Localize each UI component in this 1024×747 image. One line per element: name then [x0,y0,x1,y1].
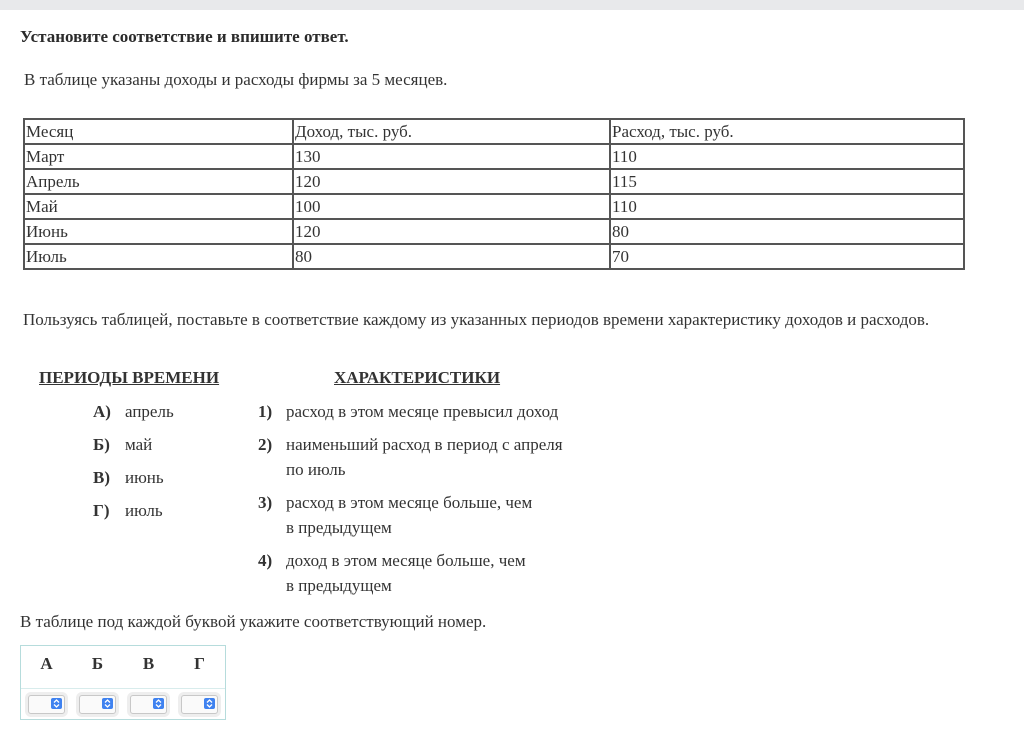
characteristic-number: 4) [258,551,273,570]
table-cell: 120 [293,169,610,194]
table-cell: 70 [610,244,964,269]
answer-select-a[interactable] [28,695,65,714]
table-cell: 80 [293,244,610,269]
answer-letter: В [142,654,155,673]
characteristic-item [258,399,598,424]
answer-note: В таблице под каждой буквой укажите соответствующий номер. [20,612,487,631]
characteristic-text-continued: по июль [286,460,346,479]
period-letter: В) [93,468,110,487]
table-row [24,144,964,169]
table-cell: Апрель [24,169,293,194]
answer-select-b[interactable] [79,695,116,714]
table-cell: 115 [610,169,964,194]
period-text: апрель [125,402,174,421]
characteristic-number: 3) [258,493,273,512]
period-letter: Г) [93,501,110,520]
table-cell: 110 [610,194,964,219]
top-bar [0,0,1024,10]
updown-chevron-icon [51,698,62,709]
period-item [93,402,174,422]
table-cell: Июль [24,244,293,269]
updown-chevron-icon [204,698,215,709]
table-cell: 120 [293,219,610,244]
task-title: Установите соответствие и впишите ответ. [20,27,349,46]
period-text: май [125,435,153,454]
updown-chevron-icon [102,698,113,709]
answer-letter: Г [194,654,205,673]
characteristic-text-continued: в предыдущем [286,518,392,537]
table-cell: Март [24,144,293,169]
period-item [93,468,164,488]
period-item [93,435,152,455]
answer-selects-row [21,688,225,719]
period-letter: А) [93,402,111,421]
table-row [24,219,964,244]
characteristic-text: доход в этом месяце больше, чем [286,551,526,570]
characteristic-item [258,548,598,598]
table-row [24,244,964,269]
characteristic-number: 1) [258,402,273,421]
characteristic-item [258,490,598,540]
characteristic-text-continued: в предыдущем [286,576,392,595]
table-header-cell: Месяц [24,119,293,144]
table-cell: Май [24,194,293,219]
instruction-text: Пользуясь таблицей, поставьте в соответствие каждому из указанных периодов времени характеристику доходов и расходов. [23,310,930,329]
answer-letter: Б [91,654,104,673]
table-cell: 110 [610,144,964,169]
table-row [24,194,964,219]
characteristic-item [258,432,598,482]
characteristics-heading: ХАРАКТЕРИСТИКИ [334,368,501,387]
table-cell: Июнь [24,219,293,244]
period-item [93,501,163,521]
answer-table [20,645,226,720]
updown-chevron-icon [153,698,164,709]
characteristic-text: наименьший расход в период с апреля [286,435,563,454]
characteristic-text: расход в этом месяце больше, чем [286,493,533,512]
answer-letters-row [21,654,225,674]
table-header-cell: Доход, тыс. руб. [293,119,610,144]
periods-heading: ПЕРИОДЫ ВРЕМЕНИ [39,368,220,387]
characteristic-number: 2) [258,435,273,454]
answer-select-v[interactable] [130,695,167,714]
table-row [24,169,964,194]
answer-select-g[interactable] [181,695,218,714]
table-cell: 80 [610,219,964,244]
characteristic-text: расход в этом месяце превысил доход [286,402,559,421]
answer-letter: А [40,654,53,673]
table-cell: 130 [293,144,610,169]
period-text: июнь [125,468,164,487]
income-expense-table [23,118,965,270]
period-text: июль [125,501,163,520]
table-cell: 100 [293,194,610,219]
period-letter: Б) [93,435,110,454]
table-header-row [24,119,964,144]
intro-text: В таблице указаны доходы и расходы фирмы за 5 месяцев. [24,70,448,89]
table-header-cell: Расход, тыс. руб. [610,119,964,144]
